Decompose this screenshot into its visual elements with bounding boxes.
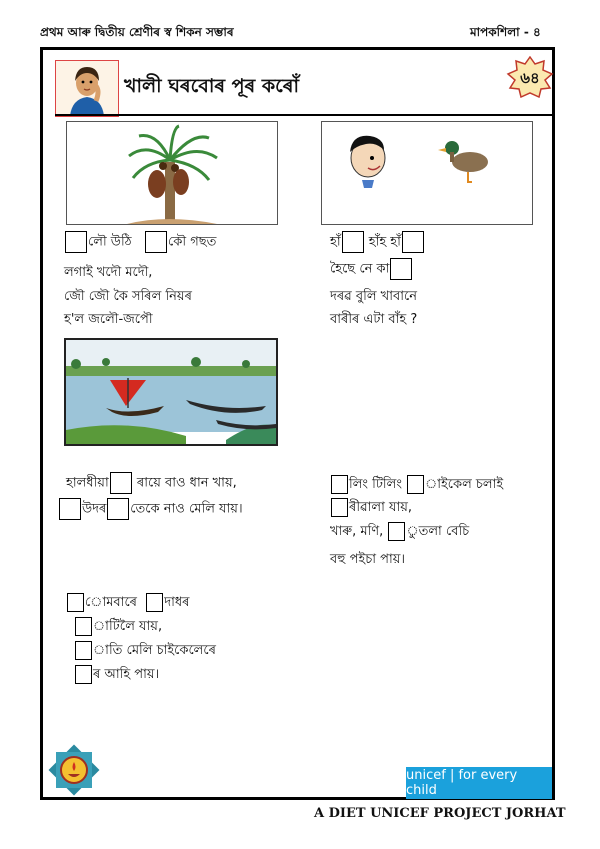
title-divider	[55, 114, 555, 116]
poem4-line3-b: ুতলা বেচি	[406, 524, 470, 539]
poem5-line4	[74, 665, 159, 686]
poem4-line2	[330, 498, 412, 519]
page-number: ৬৪	[520, 69, 540, 87]
unicef-banner: unicef | for every child	[406, 767, 552, 799]
fill-box[interactable]	[331, 475, 348, 494]
fill-box[interactable]	[75, 665, 92, 684]
fill-box[interactable]	[402, 231, 424, 253]
fill-box[interactable]	[110, 472, 132, 494]
poem3-line1	[66, 472, 237, 495]
page-title: খালী ঘৰবোৰ পূৰ কৰোঁ	[124, 75, 300, 97]
fill-box[interactable]	[107, 498, 129, 520]
poem5-line2-text: াটিলৈ যায়,	[93, 619, 163, 634]
poem3-line2-b: তেকে নাও মেলি যায়।	[130, 501, 243, 517]
poem2-line4: বাৰীৰ এটা বাঁহ ?	[330, 312, 418, 327]
fill-box[interactable]	[388, 522, 405, 541]
header-left-title: প্ৰথম আৰু দ্বিতীয় শ্ৰেণীৰ স্ব শিকন সম্ভাৰ	[40, 25, 234, 39]
palm-tree-picture	[66, 121, 278, 225]
poem2-line1-b: হাঁহ হাঁ	[368, 234, 401, 250]
footer-text: A DIET UNICEF PROJECT JORHAT	[314, 806, 566, 821]
poem2-line3: দৰৱ বুলি খাবানে	[330, 289, 417, 304]
poem5-line3-text: াতি মেলি চাইকেলেৰে	[93, 643, 216, 658]
poem3-line1-b: ৰায়ে বাও ধান খায়,	[136, 475, 237, 491]
poem4-line1-a: লিং টিলিং	[349, 477, 402, 492]
fill-box[interactable]	[342, 231, 364, 253]
fill-box[interactable]	[75, 641, 92, 660]
poem4-line3	[330, 522, 469, 543]
poem1-line1-a: লৌ উঠি	[88, 234, 132, 250]
fill-box[interactable]	[75, 617, 92, 636]
header-right-label: মাপকশিলা - ৪	[470, 25, 541, 39]
fill-box[interactable]	[390, 258, 412, 280]
poem1-line1-b: কৌ গছত	[168, 234, 217, 250]
poem5-line2	[74, 617, 162, 638]
poem5-line3	[74, 641, 216, 662]
fill-box[interactable]	[67, 593, 84, 612]
poem1-line3: জৌ জৌ কৈ সৰিল নিয়ৰ	[64, 289, 192, 304]
poem1-line1	[64, 231, 216, 254]
fill-box[interactable]	[407, 475, 424, 494]
poem2-line1-a: হাঁ	[330, 234, 341, 250]
poem3-line2-a: উদৰ	[82, 501, 107, 517]
boy-and-duck-picture	[321, 121, 533, 225]
poem4-line3-a: খাৰু, মণি,	[330, 524, 384, 539]
poem2-line1	[330, 231, 425, 254]
poem2-line2-text: হৈছে নে কা	[330, 261, 390, 277]
poem2-line2	[330, 258, 413, 281]
fill-box[interactable]	[145, 231, 167, 253]
fill-box[interactable]	[331, 498, 348, 517]
page-number-badge	[506, 56, 554, 98]
poem3-line1-a: হালধীয়া	[66, 475, 109, 491]
fill-box[interactable]	[59, 498, 81, 520]
poem5-line4-text: ৰ আহি পায়।	[93, 667, 160, 682]
poem4-line2-text: ৰীৱালা যায়,	[349, 500, 413, 515]
poem4-line4: বহু পইচা পায়।	[330, 552, 406, 567]
fill-box[interactable]	[146, 593, 163, 612]
fill-box[interactable]	[65, 231, 87, 253]
poem5-line1-a: োমবাৰে	[85, 595, 137, 610]
poem5-line1	[66, 593, 189, 614]
poem4-line1	[330, 475, 503, 496]
boat-river-picture	[64, 338, 278, 446]
poem1-line2: লগাই খদৌ মদৌ,	[64, 265, 153, 280]
diet-emblem-logo	[48, 744, 100, 796]
poem3-line2	[58, 498, 243, 521]
poem5-line1-b: দাধৰ	[164, 595, 190, 610]
poem1-line4: হ'ল জলৌ-জপৌ	[64, 312, 153, 327]
girl-thinking-illustration	[55, 60, 119, 117]
poem4-line1-b: াইকেল চলাই	[425, 477, 504, 492]
